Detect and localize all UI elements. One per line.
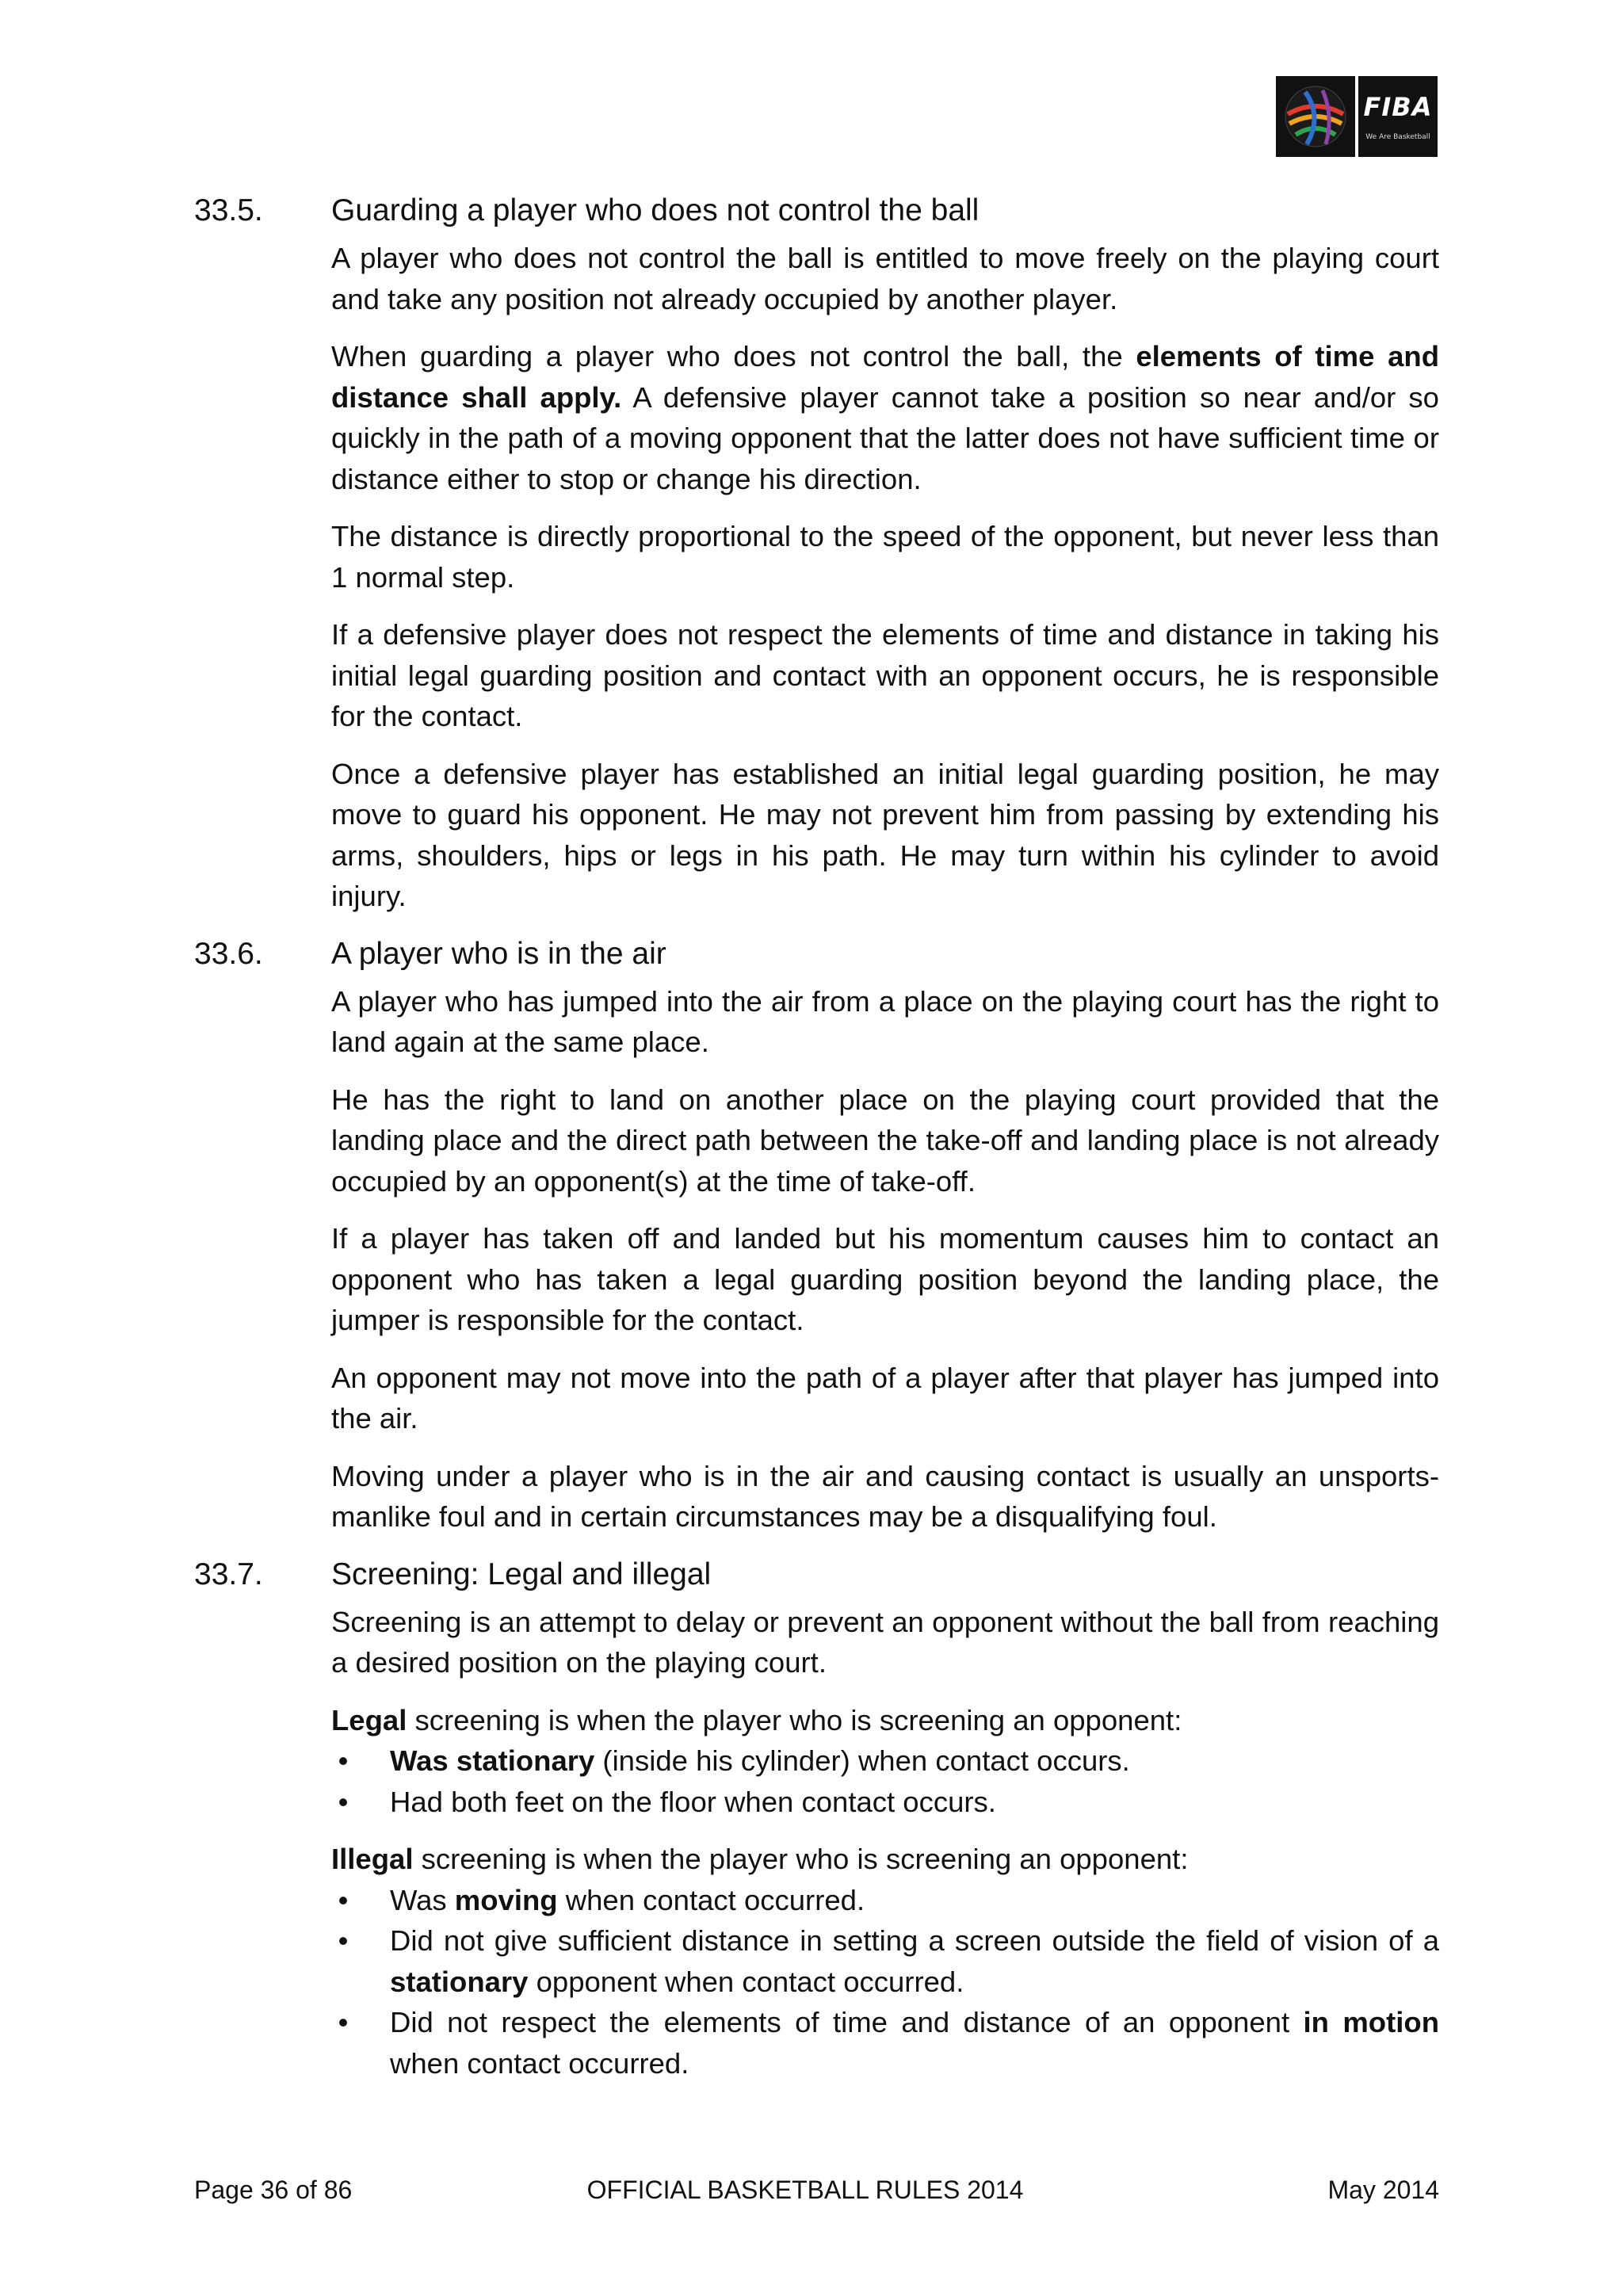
section-heading (0, 1554, 1623, 1602)
paragraph: An opponent may not move into the path of a player after that player has jumped into the air. (331, 1361, 1439, 1435)
legal-lead: Legal screening is when the player who is screening an opponent: (331, 1703, 1182, 1736)
list-item: • Did not respect the elements of time and distance of an opponent in motion when contact occurred. (331, 2002, 1439, 2084)
list-item: • Was stationary (inside his cylinder) when contact occurs. (331, 1740, 1439, 1782)
section-heading (0, 934, 1623, 981)
legal-list (331, 1740, 1439, 1822)
bullet-icon: • (338, 1744, 349, 1777)
bullet-icon: • (338, 1785, 349, 1818)
paragraph: If a player has taken off and landed but his momentum causes him to contact an opponent who has taken a legal guarding position beyond the landing place, the jumper is responsible for the contact. (331, 1222, 1439, 1336)
section-heading (0, 190, 1623, 238)
paragraph: Once a defensive player has established an initial legal guarding position, he may move to guard his opponent. He may not prevent him from passing by extending his arms, shoulders, hips or legs in his path. He may turn within his cylinder to avoid injury. (331, 757, 1439, 912)
paragraph: Screening is an attempt to delay or prevent an opponent without the ball from reaching a desired position on the playing court. (331, 1605, 1439, 1679)
list-item: • Did not give sufficient distance in setting a screen outside the field of vision of a stationary opponent when contact occurred. (331, 1920, 1439, 2002)
section-title: A player who is in the air (331, 936, 666, 971)
footer-document-title: OFFICIAL BASKETBALL RULES 2014 (586, 2176, 1024, 2204)
fiba-logo (1276, 76, 1438, 157)
paragraph: Moving under a player who is in the air and causing contact is usually an unsports-manlike foul and in certain circumstances may be a disqualifying foul. (331, 1459, 1439, 1533)
footer-page-number: Page 36 of 86 (194, 2176, 353, 2204)
logo-tagline: We Are Basketball (1365, 133, 1430, 141)
section-number: 33.7. (194, 1557, 263, 1591)
list-item: • Was moving when contact occurred. (331, 1880, 1439, 1921)
basketball-icon (1276, 76, 1355, 157)
fiba-wordmark (1358, 76, 1438, 157)
illegal-list (331, 1880, 1439, 2084)
bullet-icon: • (338, 1924, 349, 1957)
section-title: Screening: Legal and illegal (331, 1557, 712, 1591)
paragraph: A player who does not control the ball is entitled to move freely on the playing court and take any position not already occupied by another player. (331, 242, 1439, 315)
paragraph: When guarding a player who does not control the ball, the elements of time and distance shall apply. A defensive player cannot take a position so near and/or so quickly in the path of a moving opponent that the latter does not have sufficient time or distance either to stop or change his direction. (331, 340, 1439, 495)
footer-date: May 2014 (1327, 2176, 1439, 2204)
paragraph: A player who has jumped into the air from a place on the playing court has the right to land again at the same place. (331, 984, 1439, 1058)
section-number: 33.6. (194, 936, 263, 971)
section-title: Guarding a player who does not control the ball (331, 193, 980, 227)
logo-name: FIBA (1363, 92, 1433, 122)
list-item: • Had both feet on the floor when contact occurs. (331, 1782, 1439, 1823)
paragraph: The distance is directly proportional to the speed of the opponent, but never less than 1 normal step. (331, 520, 1439, 594)
document-body (0, 190, 1623, 2100)
paragraph: He has the right to land on another place on the playing court provided that the landing place and the direct path between the take-off and landing place is not already occupied by an opponent(s) at the time of take-off. (331, 1083, 1439, 1198)
bullet-icon: • (338, 1883, 349, 1916)
bullet-icon: • (338, 2006, 349, 2038)
illegal-lead: Illegal screening is when the player who is screening an opponent: (331, 1843, 1189, 1875)
paragraph: If a defensive player does not respect the elements of time and distance in taking his initial legal guarding position and contact with an opponent occurs, he is responsible for the contact. (331, 618, 1439, 732)
section-number: 33.5. (194, 193, 263, 227)
